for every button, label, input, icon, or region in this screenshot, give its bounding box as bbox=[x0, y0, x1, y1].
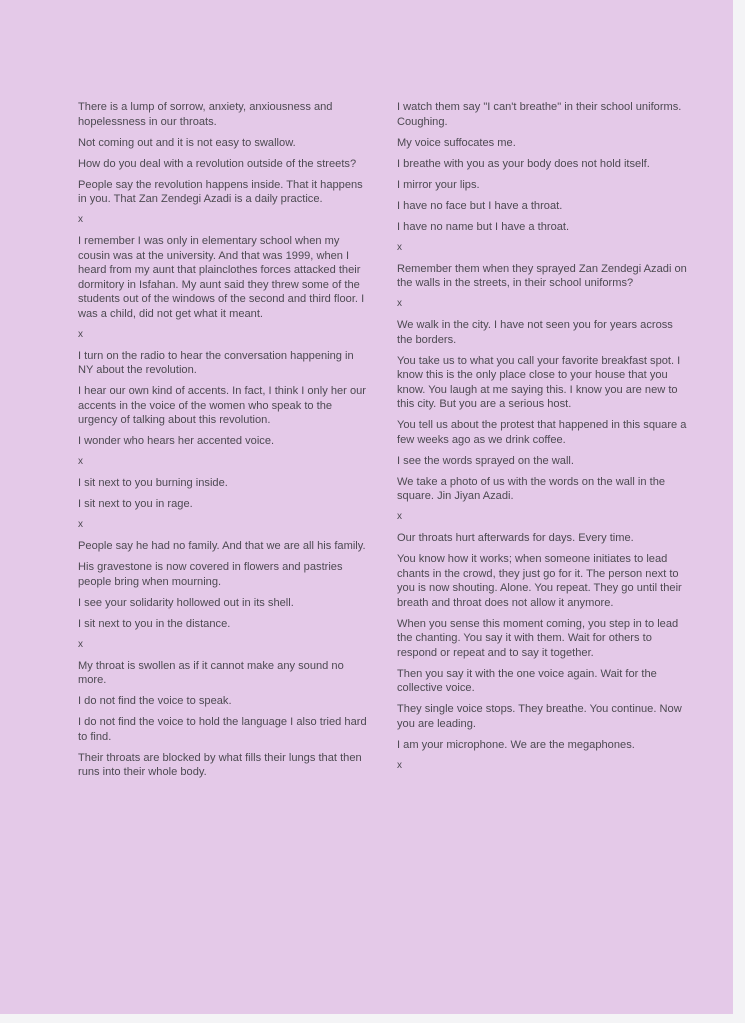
paragraph: I do not find the voice to speak. bbox=[78, 695, 232, 707]
paragraph: I have no face but I have a throat. bbox=[397, 199, 563, 212]
paragraph: There is a lump of sorrow, anxiety, anxiousness and hopelessness in our throats. bbox=[78, 101, 333, 128]
paragraph: I sit next to you burning inside. bbox=[78, 477, 228, 489]
paragraph: We take a photo of us with the words on the wall in the square. Jin Jiyan Azadi. bbox=[397, 475, 666, 502]
paragraph: They single voice stops. They breathe. You continue. Now you are leading. bbox=[397, 703, 682, 730]
paragraph: His gravestone is now covered in flowers and pastries people bring when mourning. bbox=[78, 561, 343, 588]
paragraph: People say he had no family. And that we are all his family. bbox=[78, 540, 366, 552]
paragraph: I do not find the voice to hold the language I also tried hard to find. bbox=[78, 716, 367, 743]
paragraph: When you sense this moment coming, you step in to lead the chanting. You say it with them. Wait for others to respond or repeat and to say it together. bbox=[397, 617, 679, 659]
section-separator: x bbox=[397, 511, 402, 522]
paragraph: We walk in the city. I have not seen you for years across the borders. bbox=[397, 319, 673, 346]
paragraph: How do you deal with a revolution outside of the streets? bbox=[78, 157, 357, 170]
section-separator: x bbox=[78, 214, 83, 225]
paragraph: You tell us about the protest that happened in this square a few weeks ago as we drink coffee. bbox=[397, 419, 687, 446]
paragraph: I have no name but I have a throat. bbox=[397, 220, 570, 233]
paragraph: Their throats are blocked by what fills their lungs that then runs into their whole body. bbox=[78, 751, 362, 778]
paragraph: I hear our own kind of accents. In fact, I think I only her our accents in the voice of the women who speak to the urgency of talking about this revolution. bbox=[78, 385, 366, 426]
paragraph: Our throats hurt afterwards for days. Every time. bbox=[397, 532, 634, 544]
paragraph: I am your microphone. We are the megaphones. bbox=[397, 738, 635, 751]
left-text-column bbox=[78, 100, 368, 786]
section-separator: x bbox=[397, 759, 402, 771]
section-separator: x bbox=[78, 328, 83, 340]
paragraph: I watch them say "I can't breathe" in their school uniforms. Coughing. bbox=[397, 101, 682, 128]
paragraph: Not coming out and it is not easy to swallow. bbox=[78, 136, 296, 149]
right-text-column bbox=[397, 100, 687, 780]
section-separator: x bbox=[78, 519, 83, 530]
paragraph: I see your solidarity hollowed out in its shell. bbox=[78, 596, 294, 609]
paragraph: Then you say it with the one voice again. Wait for the collective voice. bbox=[397, 667, 657, 694]
paragraph: People say the revolution happens inside. That it happens in you. That Zan Zendegi Azadi is a daily practice. bbox=[78, 178, 363, 205]
paragraph: My voice suffocates me. bbox=[397, 136, 516, 149]
paragraph: My throat is swollen as if it cannot make any sound no more. bbox=[78, 659, 344, 686]
paragraph: I turn on the radio to hear the conversation happening in NY about the revolution. bbox=[78, 349, 354, 376]
paragraph: I wonder who hears her accented voice. bbox=[78, 435, 275, 447]
paragraph: I see the words sprayed on the wall. bbox=[397, 454, 574, 467]
paragraph: You know how it works; when someone initiates to lead chants in the crowd, they just go for it. The person next to you is now shouting. Alone. You repeat. They go until their breath and throat does not allow it anymore. bbox=[397, 553, 682, 609]
paragraph: I mirror your lips. bbox=[397, 178, 480, 191]
section-separator: x bbox=[78, 456, 83, 467]
paragraph: I remember I was only in elementary school when my cousin was at the university. And that was 1999, when I heard from my aunt that plainclothes forces attacked their dormitory in Isfahan. My aunt said they threw some of the students out of the windows of the second and third floor. I was a child, did not get what it meant. bbox=[78, 235, 365, 320]
paragraph: Remember them when they sprayed Zan Zendegi Azadi on the walls in the streets, in their school uniforms? bbox=[397, 262, 687, 289]
paragraph: I sit next to you in rage. bbox=[78, 498, 193, 510]
section-separator: x bbox=[397, 298, 402, 309]
section-separator: x bbox=[397, 241, 402, 253]
paragraph: You take us to what you call your favorite breakfast spot. I know this is the only place close to your house that you know. You laugh at me saying this. I know you are new to this city. But you are a serious host. bbox=[397, 354, 681, 410]
paragraph: I sit next to you in the distance. bbox=[78, 617, 231, 630]
section-separator: x bbox=[78, 638, 83, 650]
paragraph: I breathe with you as your body does not hold itself. bbox=[397, 157, 650, 170]
